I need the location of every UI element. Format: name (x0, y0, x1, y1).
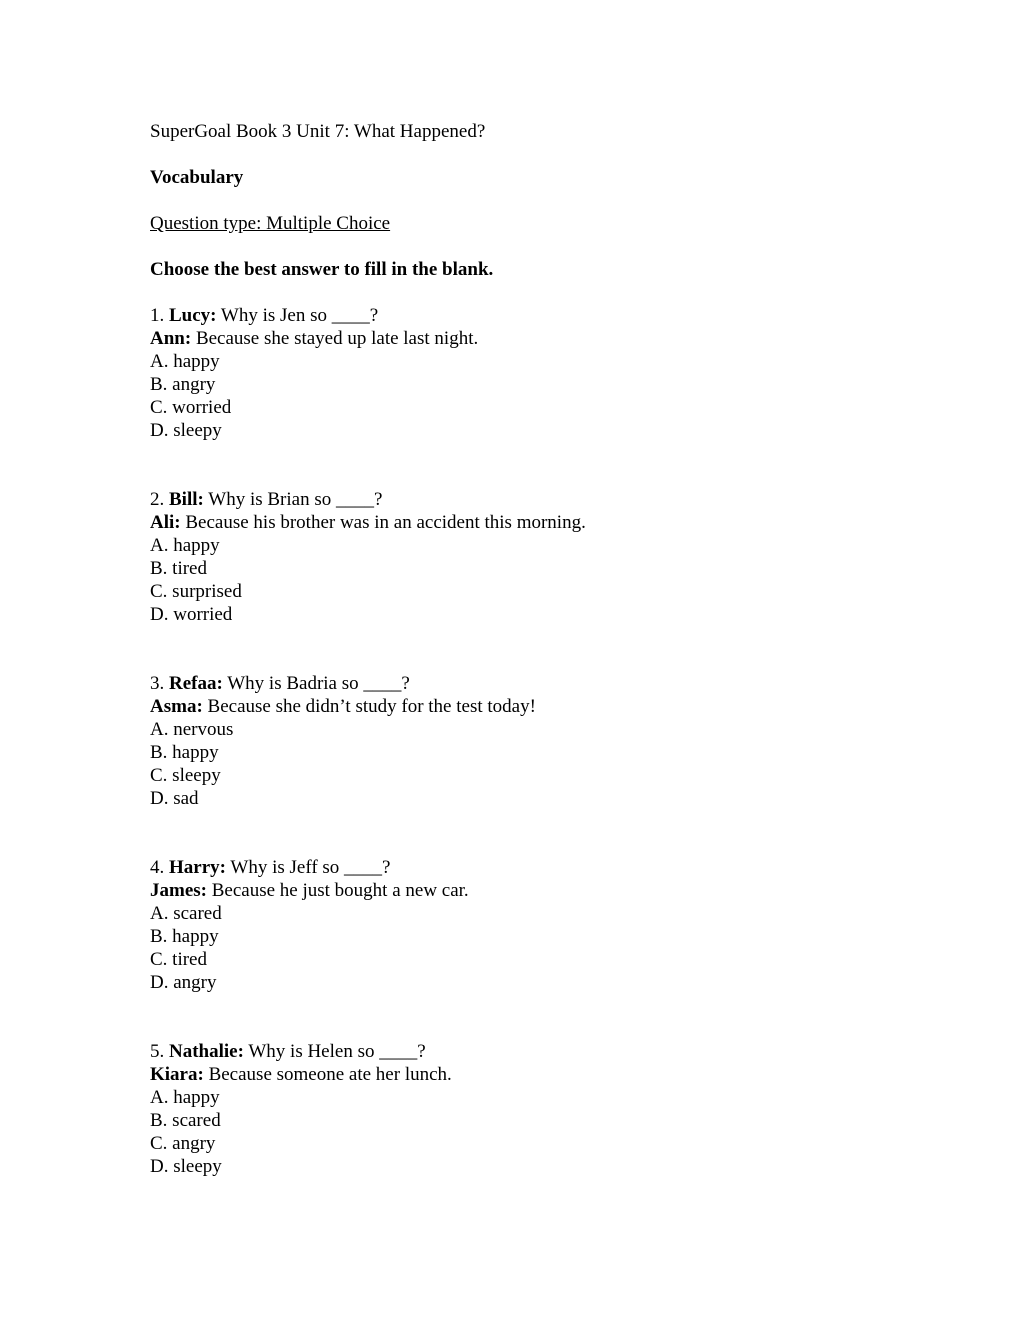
answer-option: A. happy (150, 535, 220, 556)
answer-option: B. happy (150, 742, 219, 763)
answer-option: C. worried (150, 397, 232, 418)
answer-option: C. angry (150, 1133, 216, 1154)
question-number: 4. (150, 857, 165, 878)
speaker-name: Harry: (169, 857, 226, 878)
spacer (150, 281, 910, 304)
question-number: 3. (150, 673, 165, 694)
spacer (150, 189, 910, 212)
question-item (150, 856, 910, 994)
speaker-name: Asma: (150, 696, 203, 717)
answer-option: A. happy (150, 351, 220, 372)
answer-option: D. sleepy (150, 420, 222, 441)
spacer (150, 442, 910, 488)
answer-option: B. happy (150, 926, 219, 947)
question-prompt (150, 488, 910, 511)
answer-option: D. angry (150, 972, 217, 993)
speaker-name: Ali: (150, 512, 181, 533)
speaker-name: Kiara: (150, 1064, 204, 1085)
answer-context (150, 879, 910, 902)
answer-option: B. scared (150, 1110, 221, 1131)
question-prompt (150, 856, 910, 879)
instruction-text: Choose the best answer to fill in the blank. (150, 259, 494, 280)
answer-option: B. tired (150, 558, 207, 579)
spacer (150, 143, 910, 166)
question-text: Why is Brian so ____? (208, 489, 383, 510)
question-item (150, 1040, 910, 1178)
question-number: 5. (150, 1041, 165, 1062)
question-prompt (150, 1040, 910, 1063)
spacer (150, 626, 910, 672)
question-type-label: Question type: Multiple Choice (150, 213, 391, 234)
speaker-name: Refaa: (169, 673, 223, 694)
answer-context (150, 1063, 910, 1086)
question-item (150, 672, 910, 810)
context-text: Because she stayed up late last night. (195, 328, 479, 349)
question-prompt (150, 304, 910, 327)
question-text: Why is Badria so ____? (227, 673, 410, 694)
question-item (150, 304, 910, 442)
question-text: Why is Jen so ____? (220, 305, 379, 326)
speaker-name: Ann: (150, 328, 192, 349)
answer-option: A. happy (150, 1087, 220, 1108)
speaker-name: James: (150, 880, 207, 901)
answer-option: A. nervous (150, 719, 234, 740)
answer-option: D. sleepy (150, 1156, 222, 1177)
question-number: 1. (150, 305, 165, 326)
answer-option: C. tired (150, 949, 207, 970)
context-text: Because his brother was in an accident this morning. (185, 512, 586, 533)
question-text: Why is Jeff so ____? (230, 857, 391, 878)
answer-option: A. scared (150, 903, 222, 924)
speaker-name: Bill: (169, 489, 204, 510)
context-text: Because someone ate her lunch. (208, 1064, 452, 1085)
context-text: Because he just bought a new car. (211, 880, 469, 901)
answer-option: C. sleepy (150, 765, 221, 786)
question-number: 2. (150, 489, 165, 510)
section-heading: Vocabulary (150, 167, 244, 188)
answer-option: D. sad (150, 788, 199, 809)
answer-option: C. surprised (150, 581, 242, 602)
question-prompt (150, 672, 910, 695)
context-text: Because she didn’t study for the test today! (207, 696, 536, 717)
spacer (150, 994, 910, 1040)
document-title: SuperGoal Book 3 Unit 7: What Happened? (150, 121, 486, 142)
speaker-name: Nathalie: (169, 1041, 244, 1062)
question-item (150, 488, 910, 626)
answer-context (150, 695, 910, 718)
spacer (150, 810, 910, 856)
spacer (150, 235, 910, 258)
document-body (150, 120, 910, 1178)
speaker-name: Lucy: (169, 305, 217, 326)
answer-context (150, 327, 910, 350)
answer-option: B. angry (150, 374, 216, 395)
question-text: Why is Helen so ____? (248, 1041, 426, 1062)
answer-option: D. worried (150, 604, 233, 625)
answer-context (150, 511, 910, 534)
